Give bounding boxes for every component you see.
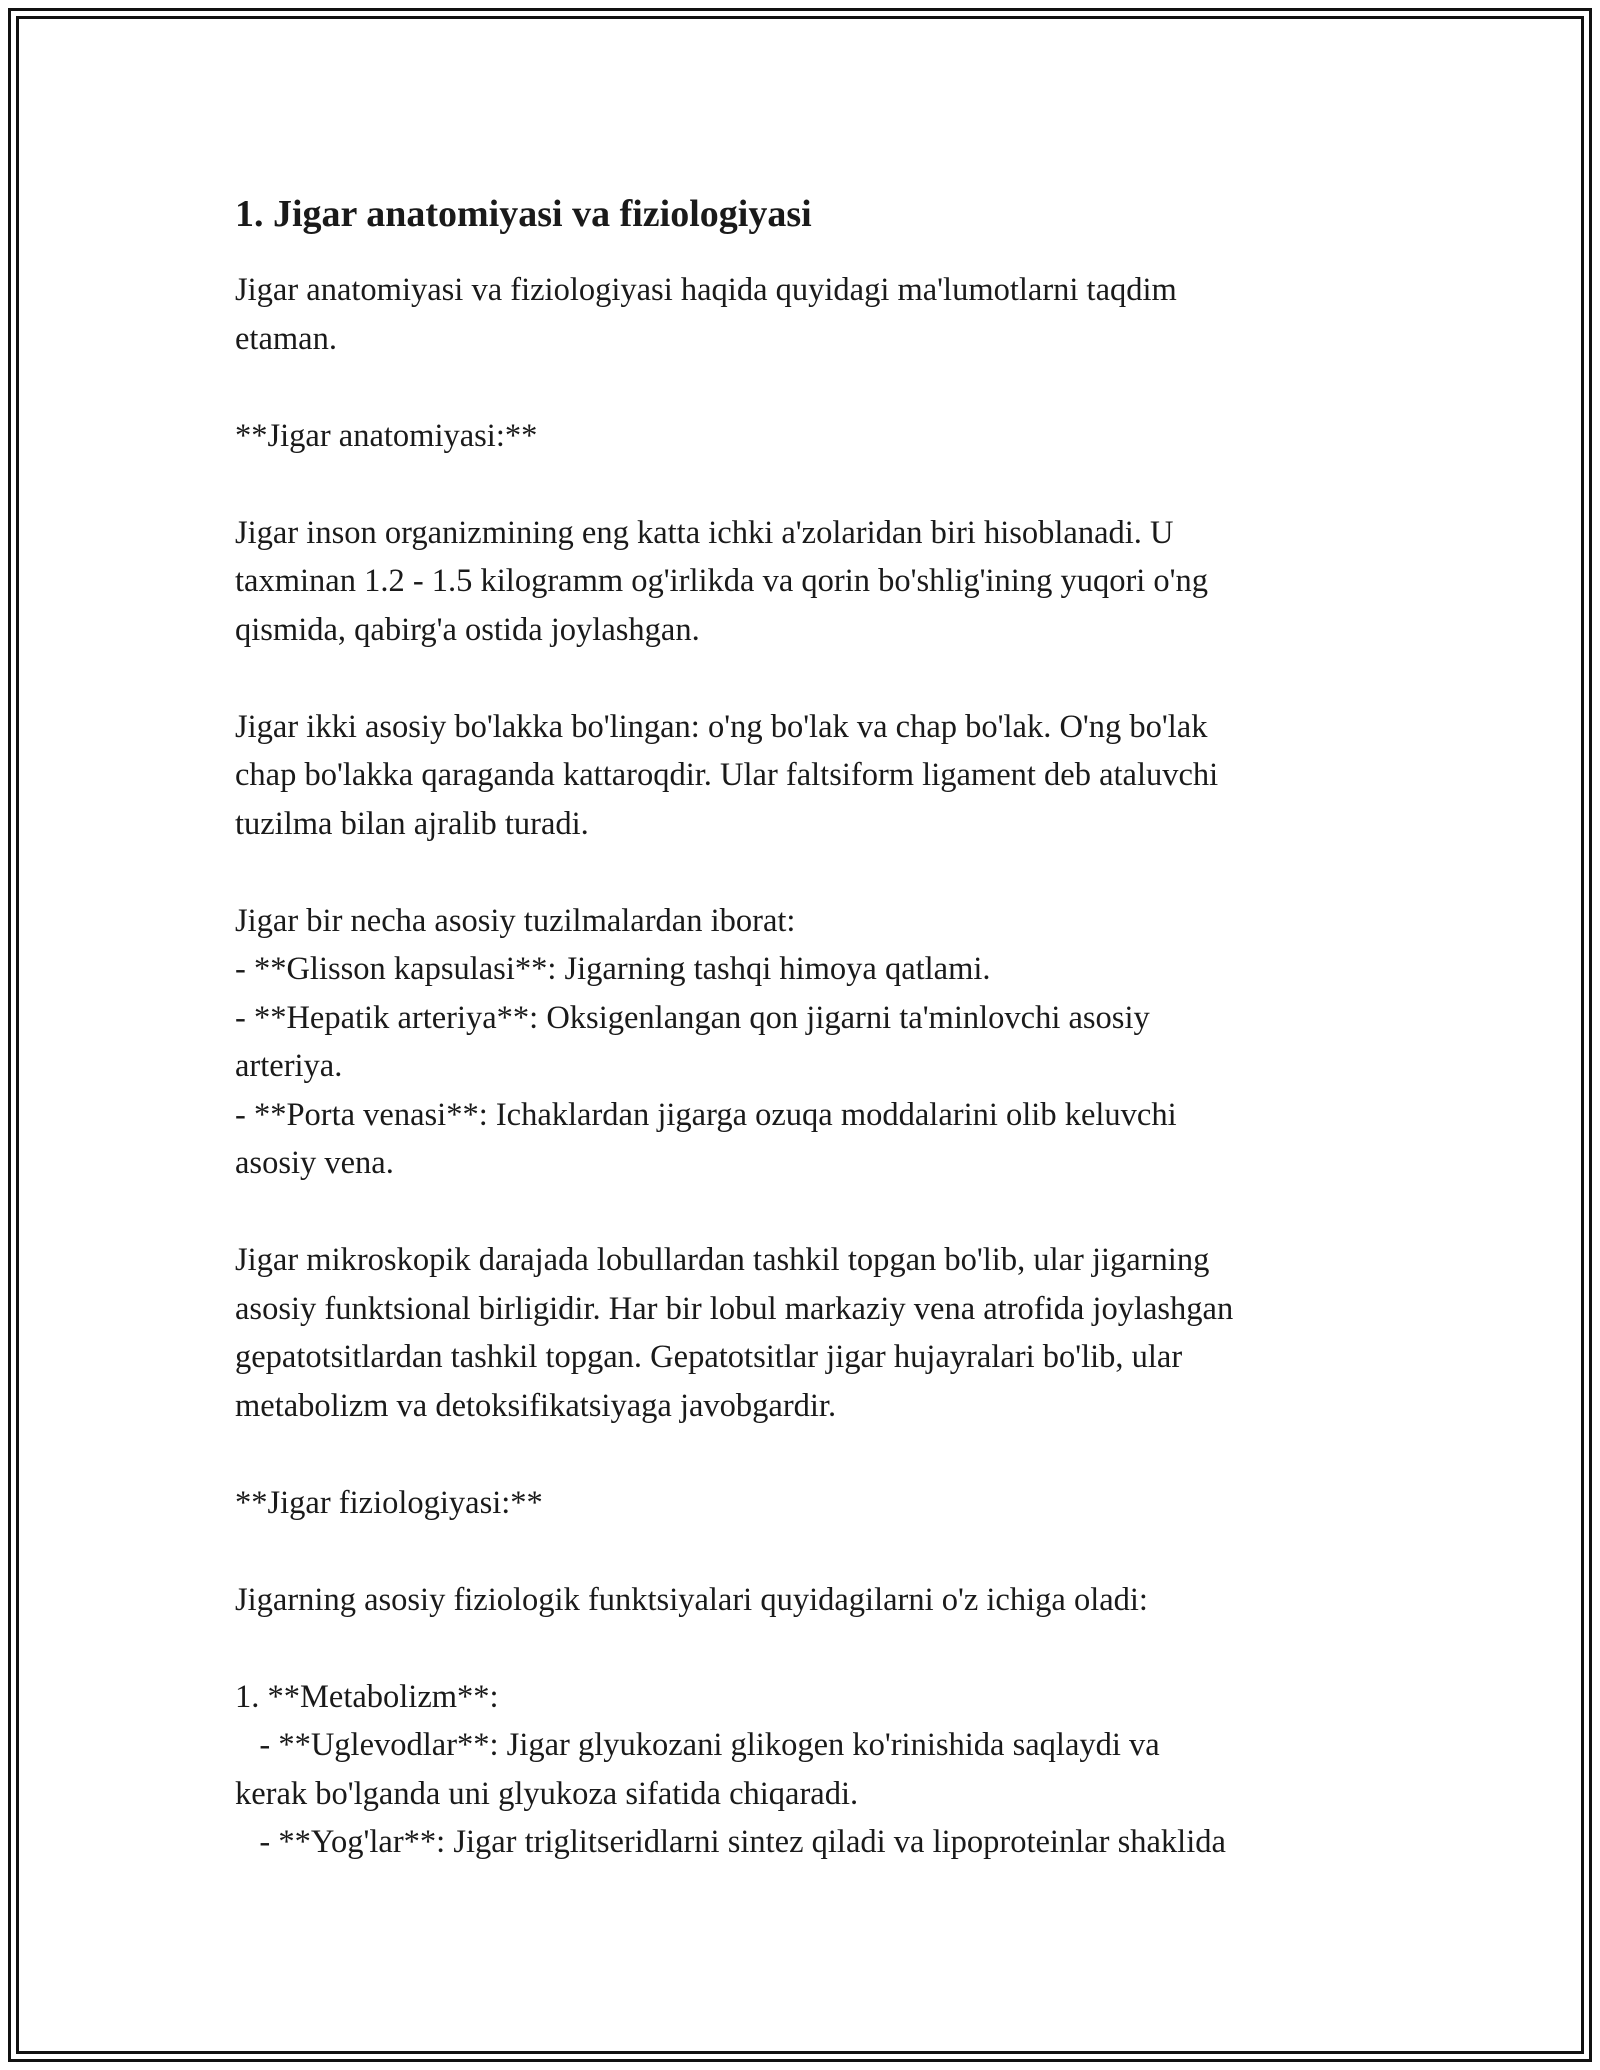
document-heading: 1. Jigar anatomiyasi va fiziologiyasi [235, 193, 812, 235]
document-content [235, 188, 1375, 1867]
document-body: Jigar anatomiyasi va fiziologiyasi haqida quyidagi ma'lumotlarni taqdim etaman. **Jigar anatomiyasi:** Jigar inson organizmining eng katta ichki a'zolaridan biri hisoblanadi. U taxminan 1.2 - 1.5 kilogramm og'irlikda va qorin bo'shlig'ining yuqori o'ng qismida, qabirg'a ostida joylashgan. Jigar ikki asosiy bo'lakka bo'lingan: o'ng bo'lak va chap bo'lak. O'ng bo'lak chap bo'lakka qaraganda kattaroqdir. Ular faltsiform ligament deb ataluvchi tuzilma bilan ajralib turadi. Jigar bir necha asosiy tuzilmalardan iborat: - **Glisson kapsulasi**: Jigarning tashqi himoya qatlami. - **Hepatik arteriya**: Oksigenlangan qon jigarni ta'minlovchi asosiy arteriya. - **Porta venasi**: Ichaklardan jigarga ozuqa moddalarini olib keluvchi asosiy vena. Jigar mikroskopik darajada lobullardan tashkil topgan bo'lib, ular jigarning asosiy funktsional birligidir. Har bir lobul markaziy vena atrofida joylashgan gepatotsitlardan tashkil topgan. Gepatotsitlar jigar hujayralari bo'lib, ular metabolizm va detoksifikatsiyaga javobgardir. **Jigar fiziologiyasi:** Jigarning asosiy fiziologik funktsiyalari quyidagilarni o'z ichiga oladi: 1. **Metabolizm**: - **Uglevodlar**: Jigar glyukozani glikogen ko'rinishida saqlaydi va kerak bo'lganda uni glyukoza sifatida chiqaradi. - **Yog'lar**: Jigar triglitseridlarni sintez qiladi va lipoproteinlar shaklida [235, 272, 1234, 1860]
